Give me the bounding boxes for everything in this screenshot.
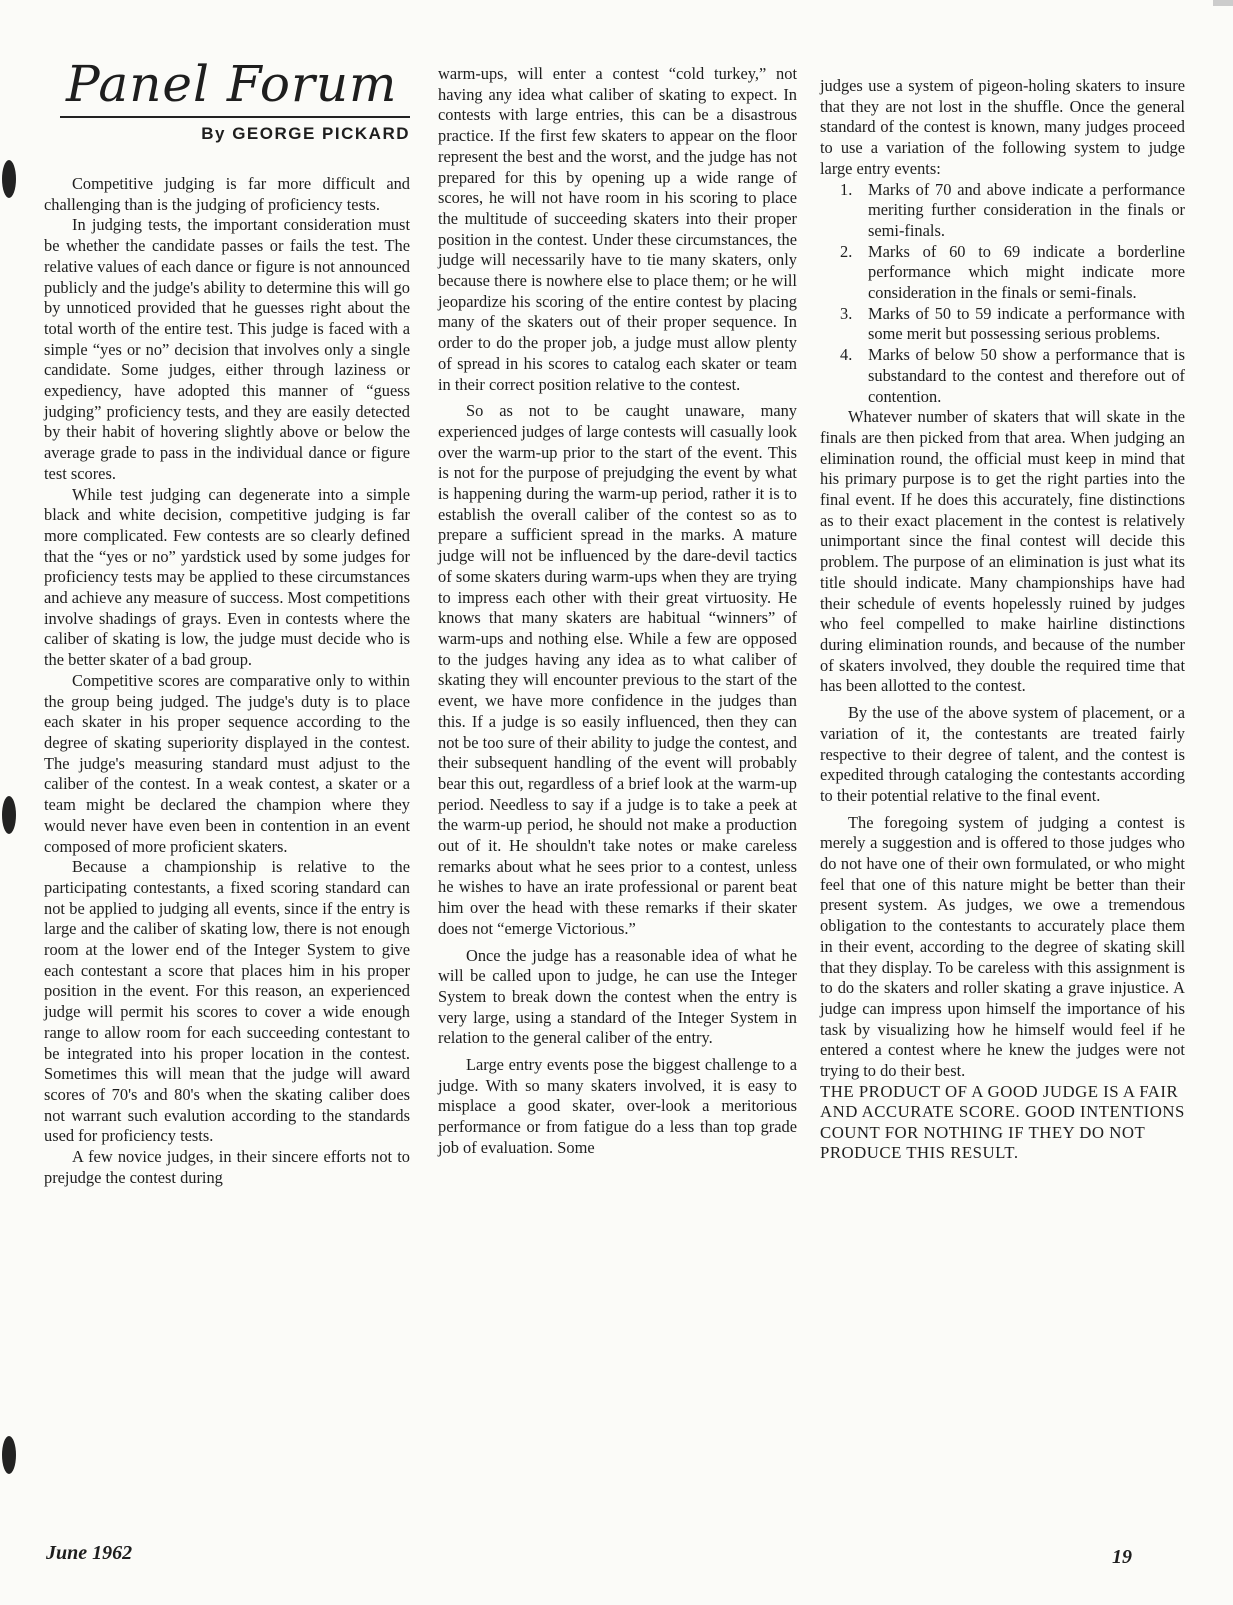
- title-rule: [60, 116, 410, 118]
- paragraph: Whatever number of skaters that will skate in the finals are then picked from that area. When judging an elimination round, the official must keep in mind that his primary purpose is to get the right parties into the final event. If he does this accurately, fine distinctions as to their exact placement in the contest is relatively unimportant since the final contest will decide this problem. The purpose of an elimination is just what its title should indicate. Many championships have had their schedule of events hopelessly ruined by judges who feel compelled to make hairline distinctions during elimination rounds, and because of the number of skaters involved, they double the required time that has been allotted to the contest.: [820, 407, 1185, 696]
- punch-hole-middle: [2, 796, 16, 834]
- page-number: 19: [1112, 1546, 1132, 1568]
- column-3: [820, 76, 1185, 1163]
- paragraph: Competitive scores are comparative only to within the group being judged. The judge's duty is to place each skater in his proper sequence according to the degree of skating superiority displayed in the contest. The judge's measuring standard must adjust to the caliber of the contest. In a weak contest, a skater or a team might be declared the champion where they would never have even been in contention in an event composed of more proficient skaters.: [44, 670, 410, 856]
- paragraph: Once the judge has a reasonable idea of what he will be called upon to judge, he can use the Integer System to break down the contest when the entry is very large, using a standard of the Integer System in relation to the general caliber of the entry.: [438, 945, 797, 1048]
- marks-list: [820, 180, 1185, 408]
- paragraph: Because a championship is relative to the participating contestants, a fixed scoring standard can not be applied to judging all events, since if the entry is large and the caliber of skating low, there is not enough room at the lower end of the Integer System to give each contestant a score that places him in his proper position in the event. For this reason, an experienced judge will permit his scores to cover a wide enough range to allow room for each succeeding contestant to be integrated into his proper location in the contest. Sometimes this will mean that the judge will award scores of 70's and 80's when the skating caliber does not warrant such evalution according to the standards used for proficiency tests.: [44, 857, 410, 1146]
- corner-mark: [1213, 0, 1233, 6]
- paragraph: So as not to be caught unaware, many experienced judges of large contests will casually look over the warm-up prior to the start of the event. This is not for the purpose of prejudging the event by what is happening during the warm-up period, rather it is to establish the overall caliber of the contest so as to prepare a sufficient spread in the marks. A mature judge will not be influenced by the dare-devil tactics of some skaters during warm-ups when they are trying to impress each other with their great virtuosity. He knows that many skaters are habitual “winners” of warm-ups and nothing else. While a few are opposed to the judges having any idea as to what caliber of skating they will encounter previous to the start of the event, we have more confidence in the judges than this. If a judge is so easily influenced, then they can not be too sure of their ability to judge the contest, and their subsequent handling of the event will probably bear this out, regardless of a brief look at the warm-up period. Needless to say if a judge is to take a peek at the warm-up period, he should not make a production out of it. He shouldn't take notes or make careless remarks about what he sees prior to a contest, unless he wishes to have an irate professional or parent beat him over the head with these remarks if their skater does not “emerge Victorious.”: [438, 401, 797, 938]
- issue-date: June 1962: [46, 1542, 133, 1564]
- paragraph: In judging tests, the important consideration must be whether the candidate passes or fails the test. The relative values of each dance or figure is not announced publicly and the judge's ability to determine this will go by unnoticed provided that he guesses right about the total worth of the entire test. This judge is faced with a simple “yes or no” decision that involves only a single candidate. Some judges, either through laziness or expediency, have adopted this manner of “guess judging” proficiency tests, and they are easily detected by their habit of hovering slightly above or below the average grade to pass in the individual dance or figure test scores.: [44, 215, 410, 483]
- column-2: [438, 64, 797, 1159]
- paragraph: While test judging can degenerate into a simple black and white decision, competitive judging is far more complicated. Few contests are so clearly defined that the “yes or no” yardstick used by some judges for proficiency tests may be applied to these circumstances and achieve any measure of success. Most competitions involve shadings of grays. Even in contests where the caliber of skating is low, the judge must decide who is the better skater of a bad group.: [44, 484, 410, 670]
- list-item: 2. Marks of 60 to 69 indicate a borderline performance which might indicate more consideration in the finals or semi-finals.: [840, 241, 1185, 303]
- closing-statement: THE PRODUCT OF A GOOD JUDGE IS A FAIR AND ACCURATE SCORE. GOOD INTENTIONS COUNT FOR NOTHING IF THEY DO NOT PRODUCE THIS RESULT.: [820, 1081, 1185, 1162]
- list-item: 3. Marks of 50 to 59 indicate a performance with some merit but possessing serious problems.: [840, 303, 1185, 344]
- column-1: [44, 174, 410, 1188]
- paragraph: The foregoing system of judging a contest is merely a suggestion and is offered to those judges who do not have one of their own formulated, or who might feel that one of this nature might be better than their present system. As judges, we owe a tremendous obligation to the contestants to accurately place them in their event, according to the degree of skating skill that they display. To be careless with this assignment is to do the skaters and roller skating a grave injustice. A judge can impress upon himself the importance of his task by visualizing how he himself would feel if he entered a contest where he knew the judges were not trying to do their best.: [820, 812, 1185, 1081]
- paragraph: Large entry events pose the biggest challenge to a judge. With so many skaters involved, it is easy to misplace a good skater, over-look a meritorious performance or from fatigue do a less than top grade job of evaluation. Some: [438, 1055, 797, 1157]
- article-header: [60, 56, 410, 144]
- paragraph: judges use a system of pigeon-holing skaters to insure that they are not lost in the shuffle. Once the general standard of the contest is known, many judges proceed to use a variation of the following system to judge large entry events:: [820, 76, 1185, 178]
- article-title: Panel Forum: [66, 55, 398, 113]
- punch-hole-top: [2, 160, 16, 198]
- paragraph: Competitive judging is far more difficult and challenging than is the judging of proficiency tests.: [44, 174, 410, 214]
- list-item: 4. Marks of below 50 show a performance that is substandard to the contest and therefore out of contention.: [840, 345, 1185, 406]
- list-item: 1. Marks of 70 and above indicate a performance meriting further consideration in the finals or semi-finals.: [840, 179, 1185, 240]
- paragraph: warm-ups, will enter a contest “cold turkey,” not having any idea what caliber of skating to expect. In contests with large entries, this can be a disastrous practice. If the first few skaters to appear on the floor represent the best and the worst, and the judge has not prepared for this by opening up a wide range of scores, he will not have room in his scoring to place the multitude of succeeding skaters into their proper position in the contest. Under these circumstances, the judge will necessarily have to tie many skaters, only because there is nowhere else to place them; or he will jeopardize his scoring of the entire contest by placing many of the skaters out of their proper sequence. In order to do the proper job, a judge must allow plenty of spread in his scores to catalog each skater or team in their correct position relative to the contest.: [438, 64, 797, 394]
- byline: By GEORGE PICKARD: [201, 124, 410, 143]
- paragraph: By the use of the above system of placement, or a variation of it, the contestants are treated fairly respective to their degree of talent, and the contest is expedited through cataloging the contestants according to their potential relative to the final event.: [820, 703, 1185, 805]
- paragraph: A few novice judges, in their sincere efforts not to prejudge the contest during: [44, 1147, 410, 1187]
- punch-hole-bottom: [2, 1436, 16, 1474]
